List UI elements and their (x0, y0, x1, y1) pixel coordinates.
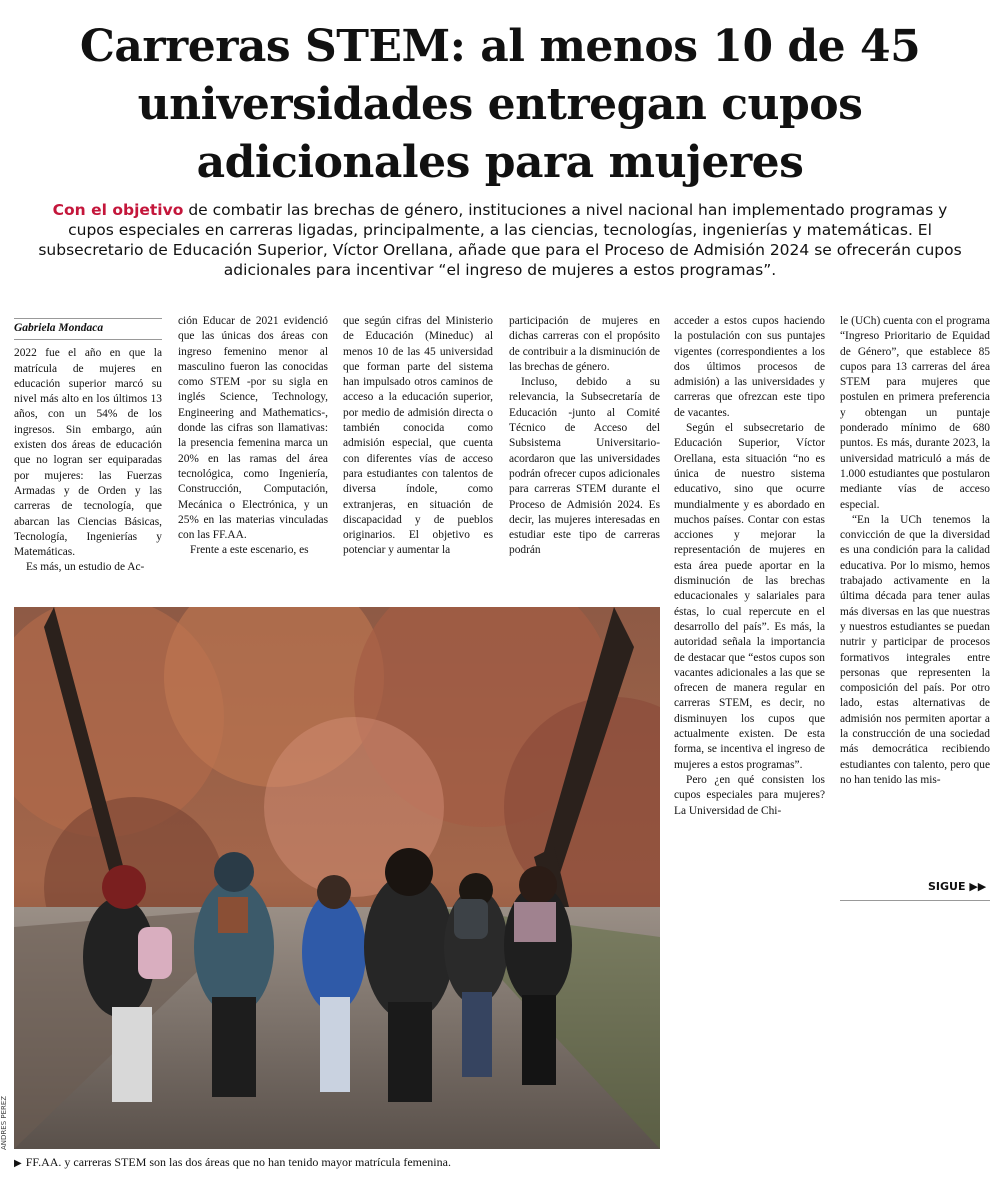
paragraph: Es más, un estudio de Ac- (26, 561, 145, 574)
paragraph: Pero ¿en qué consisten los cupos especiales para mujeres? La Universidad de Chi- (674, 773, 825, 817)
column-2 (178, 314, 328, 559)
photo-caption (14, 1155, 674, 1170)
paragraph: acceder a estos cupos haciendo la postulación con sus puntajes vigentes (correspondientes a los dos últimos procesos de admisión) a las universidades y carreras que ofrezcan este tipo de vacantes. (674, 315, 825, 419)
byline: Gabriela Mondaca (14, 318, 162, 340)
paragraph: Incluso, debido a su relevancia, la Subsecretaría de Educación -junto al Comité Técnico de Acceso del Subsistema Universitario- acordaron que las universidades podrán ofrecer cupos adicionales para carreras STEM durante el Proceso de Admisión 2024. Es decir, las mujeres interesadas en estudiar este tipo de carreras podrán (509, 376, 660, 557)
lede-highlight: Con el objetivo (52, 201, 184, 219)
lede (30, 200, 970, 280)
paragraph: participación de mujeres en dichas carreras con el propósito de contribuir a la disminución de las brechas de género. (509, 315, 660, 373)
lede-text: de combatir las brechas de género, instituciones a nivel nacional han implementado programas y cupos especiales en carreras ligadas, principalmente, a las ciencias, tecnologías, ingenierías y matemáticas. El subsecretario de Educación Superior, Víctor Orellana, añade que para el Proceso de Admisión 2024 se ofrecerán cupos adicionales para incentivar “el ingreso de mujeres a estos programas”. (38, 201, 962, 279)
caption-text: FF.AA. y carreras STEM son las dos áreas que no han tenido mayor matrícula femenina. (25, 1155, 451, 1169)
paragraph: Frente a este escenario, es (190, 544, 309, 557)
column-1 (14, 318, 162, 576)
paragraph: “En la UCh tenemos la convicción de que la diversidad es una condición para la calidad educativa. Por lo mismo, hemos trabajado activamente en la última década para tener aulas más diversas en las que nuestras y nuestros estudiantes se puedan nutrir y participar de procesos formativos integrales entre personas que representen la composición del país. Por otro lado, estas alternativas de admisión nos permiten aportar a la construcción de una sociedad más democrática recibiendo estudiantes con talento, pero que no han tenido las mis- (840, 513, 990, 786)
continue-marker: SIGUE ▶▶ (928, 880, 987, 893)
caption-arrow-icon: ▶ (14, 1158, 22, 1169)
paragraph: 2022 fue el año en que la matrícula de mujeres en educación superior marcó su nivel más alto en los últimos 13 años, con un 54% de los ingresos. Sin embargo, aún existen dos áreas de educación que no logran ser equiparadas por mujeres: las Fuerzas Armadas y de Orden y las carreras de tecnología, que abarcan las Ciencias Básicas, Tecnología, Ingenierías y Matemáticas. (14, 347, 162, 559)
column-6 (840, 314, 990, 788)
paragraph: ción Educar de 2021 evidenció que las únicas dos áreas con ingreso femenino menor al masculino fueron las conocidas como STEM -por su sigla en inglés Science, Technology, Engineering and Mathematics-, donde las cifras son llamativas: la presencia femenina marca un 20% en las ramas del área tecnológica, como Ingeniería, Construcción, Computación, Mecánica o Electrónica, y un 25% en las materias vinculadas con las FF.AA. (178, 315, 328, 542)
divider (840, 900, 990, 901)
headline: Carreras STEM: al menos 10 de 45 universidades entregan cupos adicionales para mujeres (79, 21, 921, 188)
photo-illustration (14, 607, 660, 1149)
column-3 (343, 314, 493, 559)
photo-credit: ANDRES PEREZ (0, 1095, 8, 1150)
column-4 (509, 314, 660, 559)
paragraph: que según cifras del Ministerio de Educación (Mineduc) al menos 10 de las 45 universidad que forman parte del sistema han impulsado otros caminos de acceso a la educación superior, por medio de admisión directa o también conocida como admisión especial, que cuenta con diferentes vías de acceso para estudiantes con talentos de diversa índole, como extranjeras, en situación de discapacidad y de pueblos originarios. El objetivo es potenciar y aumentar la (343, 315, 493, 557)
article-photo (14, 607, 660, 1149)
paragraph: Según el subsecretario de Educación Superior, Víctor Orellana, esta situación “no es única de nuestro sistema educativo, sino que ocurre mundialmente y es abordado en muchos países. Contar con estas acciones y mejorar la representación de mujeres en esta área puede aportar en la disminución de las brechas educacionales y salariales para éstas, lo cual repercute en el desarrollo del país”. Es más, la autoridad señala la importancia de destacar que “estos cupos son vacantes adicionales a las que se ofrecen de manera regular en carreras STEM, es decir, no disminuyen los cupos que actualmente existen. De esta forma, se incentiva el ingreso de mujeres a estos programas”. (674, 422, 825, 771)
column-5 (674, 314, 825, 819)
paragraph: le (UCh) cuenta con el programa “Ingreso Prioritario de Equidad de Género”, que establece 85 cupos para 13 carreras del área STEM para mujeres que postulen en primera preferencia y obtengan un puntaje ponderado mínimo de 680 puntos. Es más, durante 2023, la universidad matriculó a más de 1.000 estudiantes que postularon mediante vías de acceso especial. (840, 315, 990, 511)
